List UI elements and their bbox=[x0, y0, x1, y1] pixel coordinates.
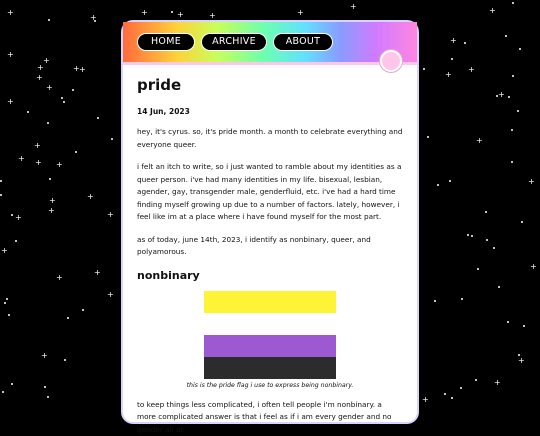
star-dot-icon bbox=[72, 89, 74, 91]
star-dot-icon bbox=[11, 383, 13, 385]
sparkle-star-icon: + bbox=[177, 11, 184, 19]
sparkle-star-icon: + bbox=[498, 91, 505, 99]
star-dot-icon bbox=[475, 379, 477, 381]
sparkle-star-icon: + bbox=[41, 352, 48, 360]
star-dot-icon bbox=[8, 314, 10, 316]
star-dot-icon bbox=[427, 136, 429, 138]
star-dot-icon bbox=[67, 317, 69, 319]
sparkle-star-icon: + bbox=[43, 57, 50, 65]
sparkle-star-icon: + bbox=[48, 207, 55, 215]
nav-archive-button[interactable]: ARCHIVE bbox=[201, 33, 267, 51]
star-dot-icon bbox=[75, 151, 77, 153]
sparkle-star-icon: + bbox=[49, 197, 56, 205]
sparkle-star-icon: + bbox=[56, 274, 63, 282]
header-divider bbox=[123, 62, 417, 65]
flag-stripe-black bbox=[204, 357, 336, 379]
sparkle-star-icon: + bbox=[450, 37, 457, 45]
sparkle-star-icon: + bbox=[90, 14, 97, 22]
sparkle-star-icon: + bbox=[528, 178, 535, 186]
star-dot-icon bbox=[471, 235, 473, 237]
sparkle-star-icon: + bbox=[297, 9, 304, 17]
sparkle-star-icon: + bbox=[530, 263, 537, 271]
star-dot-icon bbox=[11, 214, 13, 216]
sparkle-star-icon: + bbox=[7, 51, 14, 59]
sparkle-star-icon: + bbox=[7, 98, 14, 106]
star-dot-icon bbox=[493, 247, 495, 249]
sparkle-star-icon: + bbox=[18, 155, 25, 163]
star-dot-icon bbox=[467, 234, 469, 236]
sparkle-star-icon: + bbox=[46, 84, 53, 92]
star-dot-icon bbox=[63, 101, 65, 103]
star-dot-icon bbox=[511, 161, 513, 163]
nonbinary-flag-image bbox=[204, 291, 336, 379]
flag-stripe-yellow bbox=[204, 291, 336, 313]
star-dot-icon bbox=[451, 58, 453, 60]
sparkle-star-icon: + bbox=[494, 379, 501, 387]
rainbow-header-bar bbox=[123, 22, 417, 62]
flag-caption: this is the pride flag i use to express being nonbinary. bbox=[137, 382, 403, 389]
sparkle-star-icon: + bbox=[36, 74, 43, 82]
star-dot-icon bbox=[61, 97, 63, 99]
star-dot-icon bbox=[6, 298, 8, 300]
star-dot-icon bbox=[434, 300, 436, 302]
sparkle-star-icon: + bbox=[518, 357, 525, 365]
post-date: 14 Jun, 2023 bbox=[137, 107, 403, 116]
sparkle-star-icon: + bbox=[35, 159, 42, 167]
star-dot-icon bbox=[517, 110, 519, 112]
star-dot-icon bbox=[461, 298, 463, 300]
sparkle-star-icon: + bbox=[107, 291, 114, 299]
sparkle-star-icon: + bbox=[15, 214, 22, 222]
star-dot-icon bbox=[512, 2, 514, 4]
star-dot-icon bbox=[451, 397, 453, 399]
sparkle-star-icon: + bbox=[107, 211, 114, 219]
star-dot-icon bbox=[47, 396, 49, 398]
star-dot-icon bbox=[171, 11, 173, 13]
star-dot-icon bbox=[4, 302, 6, 304]
star-dot-icon bbox=[44, 386, 46, 388]
star-dot-icon bbox=[423, 68, 425, 70]
star-dot-icon bbox=[111, 138, 113, 140]
star-dot-icon bbox=[485, 211, 487, 213]
sparkle-star-icon: + bbox=[209, 12, 216, 20]
sparkle-star-icon: + bbox=[94, 269, 101, 277]
sparkle-star-icon: + bbox=[37, 64, 44, 72]
sparkle-star-icon: + bbox=[56, 161, 63, 169]
sparkle-star-icon: + bbox=[1, 247, 8, 255]
star-dot-icon bbox=[486, 239, 488, 241]
section-heading-nonbinary: nonbinary bbox=[137, 269, 403, 282]
nav-home-button[interactable]: HOME bbox=[137, 33, 195, 51]
star-dot-icon bbox=[512, 75, 514, 77]
star-dot-icon bbox=[523, 325, 525, 327]
sparkle-star-icon: + bbox=[34, 142, 41, 150]
star-dot-icon bbox=[64, 359, 66, 361]
star-dot-icon bbox=[464, 42, 466, 44]
flag-stripe-white bbox=[204, 313, 336, 335]
post-title: pride bbox=[137, 76, 403, 94]
post-paragraph-identity: as of today, june 14th, 2023, i identify as nonbinary, queer, and polyamorous. bbox=[137, 234, 403, 259]
star-dot-icon bbox=[82, 309, 84, 311]
post-paragraph-nonbinary: to keep things less complicated, i often tell people i'm nonbinary. a more complicated answer is that i feel as if i am every gender and no gender all at bbox=[137, 399, 403, 436]
star-dot-icon bbox=[0, 194, 2, 196]
star-dot-icon bbox=[2, 391, 4, 393]
star-dot-icon bbox=[449, 180, 451, 182]
star-dot-icon bbox=[519, 48, 521, 50]
sparkle-star-icon: + bbox=[476, 137, 483, 145]
flag-stripe-purple bbox=[204, 335, 336, 357]
star-dot-icon bbox=[0, 180, 2, 182]
star-dot-icon bbox=[521, 221, 523, 223]
star-dot-icon bbox=[437, 184, 439, 186]
star-dot-icon bbox=[460, 387, 462, 389]
post-paragraph-ramble: i felt an itch to write, so i just wanted to ramble about my identities as a queer person. i've had many identities in my life. bisexual, lesbian, agender, gay, transgender male, genderfluid, etc. i've had a hard time finding myself growing up due to a number of factors. lately, however, i feel like im at a place where i have found myself for the most part. bbox=[137, 161, 403, 224]
star-dot-icon bbox=[505, 35, 507, 37]
sparkle-star-icon: + bbox=[141, 9, 148, 17]
main-nav bbox=[137, 33, 333, 51]
sparkle-star-icon: + bbox=[73, 65, 80, 73]
star-dot-icon bbox=[27, 111, 29, 113]
sparkle-star-icon: + bbox=[79, 66, 86, 74]
star-dot-icon bbox=[507, 321, 509, 323]
sparkle-star-icon: + bbox=[489, 7, 496, 15]
star-dot-icon bbox=[97, 117, 99, 119]
star-dot-icon bbox=[511, 129, 513, 131]
star-dot-icon bbox=[444, 393, 446, 395]
star-dot-icon bbox=[49, 178, 51, 180]
sparkle-star-icon: + bbox=[7, 9, 14, 17]
post-content bbox=[137, 76, 403, 436]
star-dot-icon bbox=[477, 268, 479, 270]
star-dot-icon bbox=[47, 122, 49, 124]
sparkle-star-icon: + bbox=[350, 3, 357, 11]
blog-window bbox=[123, 22, 417, 422]
star-dot-icon bbox=[508, 96, 510, 98]
sparkle-star-icon: + bbox=[468, 66, 475, 74]
nav-about-button[interactable]: ABOUT bbox=[273, 33, 333, 51]
star-dot-icon bbox=[15, 240, 17, 242]
star-dot-icon bbox=[48, 19, 50, 21]
sparkle-star-icon: + bbox=[87, 193, 94, 201]
star-dot-icon bbox=[498, 286, 500, 288]
window-knob-icon[interactable] bbox=[380, 50, 402, 72]
post-paragraph-intro: hey, it's cyrus. so, it's pride month. a month to celebrate everything and everyone queer. bbox=[137, 126, 403, 151]
sparkle-star-icon: + bbox=[445, 71, 452, 79]
sparkle-star-icon: + bbox=[422, 396, 429, 404]
